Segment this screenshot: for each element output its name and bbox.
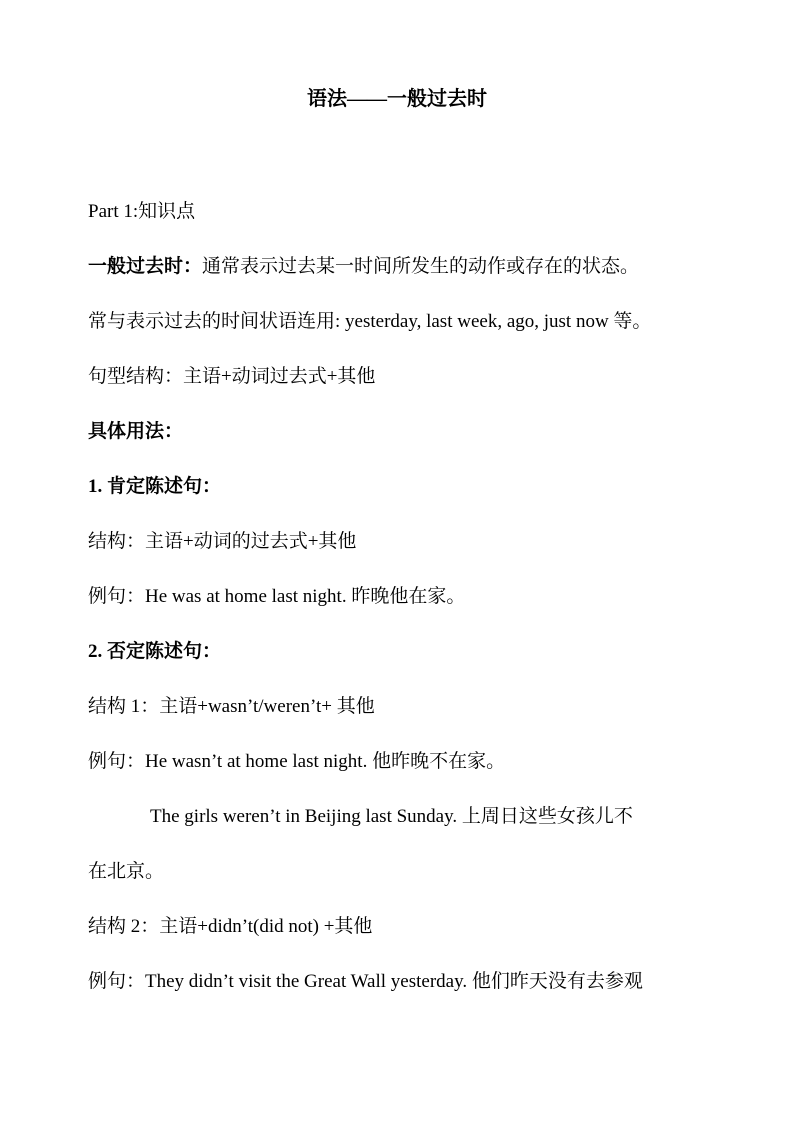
negative-structure-1: 结构 1：主语+wasn’t/weren’t+ 其他 xyxy=(88,696,375,717)
definition-paragraph xyxy=(88,253,718,281)
negative-structure-2: 结构 2：主语+didn’t(did not) +其他 xyxy=(88,916,373,937)
negative-example-1: 例句：He wasn’t at home last night. 他昨晚不在家。 xyxy=(88,751,506,772)
negative-example-1b-continued: 在北京。 xyxy=(88,861,165,882)
part-heading: Part 1:知识点 xyxy=(88,201,196,222)
sentence-pattern-text: 句型结构：主语+动词过去式+其他 xyxy=(88,366,376,387)
negative-example-2: 例句：They didn’t visit the Great Wall yesterday. 他们昨天没有去参观 xyxy=(88,971,643,992)
time-adverbials-text: 常与表示过去的时间状语连用: yesterday, last week, ago, just now 等。 xyxy=(88,311,652,332)
usage-heading: 具体用法： xyxy=(88,421,184,442)
definition-text: 通常表示过去某一时间所发生的动作或存在的状态。 xyxy=(202,256,640,277)
negative-heading: 2. 否定陈述句： xyxy=(88,641,222,662)
affirmative-structure: 结构：主语+动词的过去式+其他 xyxy=(88,531,357,552)
affirmative-example: 例句：He was at home last night. 昨晚他在家。 xyxy=(88,586,466,607)
negative-example-1b: The girls weren’t in Beijing last Sunday. 上周日这些女孩儿不 xyxy=(150,806,633,827)
affirmative-heading: 1. 肯定陈述句： xyxy=(88,476,222,497)
definition-term: 一般过去时： xyxy=(88,256,203,277)
page-title: 语法——一般过去时 xyxy=(307,88,487,110)
